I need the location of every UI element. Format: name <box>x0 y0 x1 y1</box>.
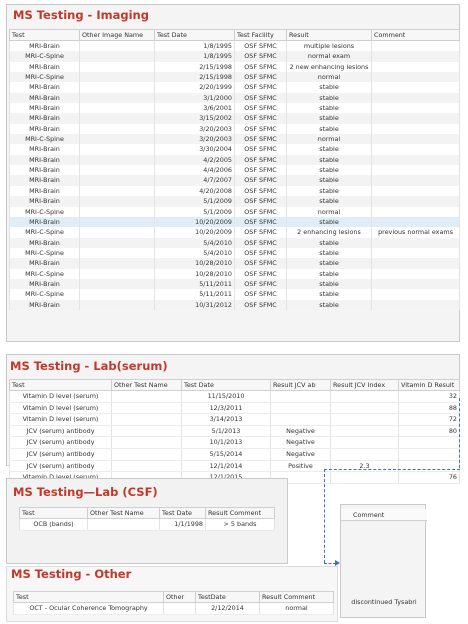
imaging-col-header[interactable]: Test <box>10 30 80 41</box>
imaging-cell: OSF SFMC <box>235 165 287 175</box>
imaging-cell <box>372 289 460 299</box>
other-cell: OCT - Ocular Coherence Tomography <box>14 603 164 615</box>
lab-serum-cell: 2.3 <box>331 460 399 472</box>
imaging-cell: MRI-C-Spine <box>10 289 80 299</box>
imaging-cell: MRI-Brain <box>10 113 80 123</box>
imaging-cell: OSF SFMC <box>235 124 287 134</box>
imaging-cell <box>80 124 155 134</box>
lab-serum-row[interactable] <box>10 402 460 414</box>
lab-csf-row[interactable] <box>20 519 275 531</box>
imaging-cell: 3/20/2003 <box>155 124 235 134</box>
lab-serum-col-header[interactable]: Test Date <box>182 380 271 391</box>
imaging-cell: MRI-Brain <box>10 62 80 72</box>
lab-serum-cell <box>331 448 399 460</box>
lab-serum-panel <box>6 354 460 482</box>
imaging-cell <box>372 279 460 289</box>
imaging-row[interactable] <box>10 248 460 258</box>
imaging-cell: stable <box>287 289 372 299</box>
imaging-cell <box>80 113 155 123</box>
imaging-row[interactable] <box>10 207 460 217</box>
imaging-cell: 2/20/1999 <box>155 82 235 92</box>
lab-serum-title: MS Testing - Lab(serum) <box>10 359 168 373</box>
imaging-cell <box>80 41 155 52</box>
imaging-cell: OSF SFMC <box>235 51 287 61</box>
imaging-cell: OSF SFMC <box>235 93 287 103</box>
lab-serum-cell: 5/1/2013 <box>182 425 271 437</box>
imaging-cell: 2/15/1998 <box>155 72 235 82</box>
imaging-header-row <box>10 30 460 41</box>
lab-serum-cell: 88 <box>399 402 460 414</box>
imaging-cell <box>372 155 460 165</box>
imaging-cell <box>372 134 460 144</box>
imaging-row[interactable] <box>10 300 460 310</box>
imaging-cell: 5/1/2009 <box>155 207 235 217</box>
imaging-cell: OSF SFMC <box>235 82 287 92</box>
imaging-cell: 1/8/1995 <box>155 51 235 61</box>
imaging-cell: 2/15/1998 <box>155 62 235 72</box>
other-col-header[interactable]: TestDate <box>196 592 260 603</box>
lab-csf-cell: OCB (bands) <box>20 519 88 531</box>
imaging-cell <box>80 72 155 82</box>
imaging-row[interactable] <box>10 217 460 227</box>
lab-serum-cell: JCV (serum) antibody <box>10 425 112 437</box>
imaging-cell: MRI-Brain <box>10 155 80 165</box>
lab-serum-cell <box>112 414 182 426</box>
imaging-cell: OSF SFMC <box>235 217 287 227</box>
imaging-cell <box>80 165 155 175</box>
lab-serum-cell <box>271 391 331 403</box>
imaging-table <box>9 29 460 310</box>
imaging-cell: OSF SFMC <box>235 248 287 258</box>
imaging-row[interactable] <box>10 113 460 123</box>
imaging-cell: 3/30/2004 <box>155 144 235 154</box>
imaging-cell <box>80 300 155 310</box>
imaging-cell: 5/4/2010 <box>155 248 235 258</box>
imaging-cell: stable <box>287 258 372 268</box>
lab-serum-cell: JCV (serum) antibody <box>10 448 112 460</box>
lab-serum-cell: Vitamin D level (serum) <box>10 402 112 414</box>
imaging-cell: MRI-C-Spine <box>10 134 80 144</box>
imaging-cell <box>372 269 460 279</box>
other-panel <box>6 566 338 622</box>
imaging-col-header[interactable]: Test Date <box>155 30 235 41</box>
imaging-cell <box>80 269 155 279</box>
imaging-cell: 1/8/1995 <box>155 41 235 52</box>
imaging-cell: OSF SFMC <box>235 113 287 123</box>
imaging-cell <box>80 227 155 237</box>
imaging-cell <box>80 279 155 289</box>
imaging-cell: MRI-C-Spine <box>10 269 80 279</box>
comment-popup-value: discontinued Tysabri <box>351 598 417 606</box>
other-col-header[interactable]: Other <box>164 592 196 603</box>
imaging-cell: previous normal exams <box>372 227 460 237</box>
imaging-cell: MRI-Brain <box>10 165 80 175</box>
imaging-row[interactable] <box>10 134 460 144</box>
imaging-cell: 3/1/2000 <box>155 93 235 103</box>
imaging-col-header[interactable]: Comment <box>372 30 460 41</box>
imaging-cell: MRI-Brain <box>10 279 80 289</box>
imaging-cell: OSF SFMC <box>235 289 287 299</box>
lab-serum-col-header[interactable]: Test <box>10 380 112 391</box>
other-title: MS Testing - Other <box>11 567 132 581</box>
imaging-cell <box>80 134 155 144</box>
imaging-cell: OSF SFMC <box>235 269 287 279</box>
imaging-cell: 10/28/2010 <box>155 269 235 279</box>
lab-csf-cell: > 5 bands <box>206 519 275 531</box>
lab-serum-cell <box>112 460 182 472</box>
lab-csf-panel <box>6 478 288 564</box>
lab-serum-cell: JCV (serum) antibody <box>10 437 112 449</box>
imaging-cell <box>372 51 460 61</box>
lab-csf-table-wrap <box>19 507 274 531</box>
lab-serum-row[interactable] <box>10 437 460 449</box>
imaging-cell: OSF SFMC <box>235 258 287 268</box>
imaging-cell: MRI-C-Spine <box>10 72 80 82</box>
imaging-cell: 2 new enhancing lesions <box>287 62 372 72</box>
imaging-cell <box>372 62 460 72</box>
imaging-cell: MRI-Brain <box>10 175 80 185</box>
imaging-cell: stable <box>287 248 372 258</box>
imaging-cell: OSF SFMC <box>235 227 287 237</box>
imaging-row[interactable] <box>10 124 460 134</box>
imaging-cell: MRI-C-Spine <box>10 227 80 237</box>
imaging-cell: 4/4/2006 <box>155 165 235 175</box>
other-col-header[interactable]: Result Comment <box>260 592 334 603</box>
lab-csf-col-header[interactable]: Other Test Name <box>88 508 160 519</box>
imaging-row[interactable] <box>10 93 460 103</box>
imaging-cell <box>372 186 460 196</box>
imaging-cell: MRI-Brain <box>10 124 80 134</box>
imaging-cell: 5/1/2009 <box>155 196 235 206</box>
imaging-cell: OSF SFMC <box>235 207 287 217</box>
lab-csf-cell: 1/1/1998 <box>160 519 206 531</box>
imaging-cell: stable <box>287 238 372 248</box>
lab-csf-title: MS Testing—Lab (CSF) <box>13 485 158 499</box>
imaging-cell: stable <box>287 186 372 196</box>
imaging-cell <box>80 103 155 113</box>
imaging-cell <box>372 144 460 154</box>
imaging-cell: stable <box>287 82 372 92</box>
imaging-cell: OSF SFMC <box>235 103 287 113</box>
imaging-row[interactable] <box>10 238 460 248</box>
imaging-row[interactable] <box>10 62 460 72</box>
imaging-title: MS Testing - Imaging <box>13 8 149 22</box>
lab-serum-cell <box>271 414 331 426</box>
imaging-cell: normal <box>287 72 372 82</box>
imaging-cell <box>372 175 460 185</box>
lab-csf-table <box>19 507 275 531</box>
imaging-cell <box>80 155 155 165</box>
imaging-cell <box>80 258 155 268</box>
lab-serum-cell: JCV (serum) antibody <box>10 460 112 472</box>
imaging-col-header[interactable]: Test Facility <box>235 30 287 41</box>
imaging-cell: stable <box>287 103 372 113</box>
imaging-panel <box>6 4 460 342</box>
imaging-cell <box>372 93 460 103</box>
imaging-cell: OSF SFMC <box>235 196 287 206</box>
imaging-cell <box>372 238 460 248</box>
other-cell: normal <box>260 603 334 615</box>
other-row[interactable] <box>14 603 334 615</box>
imaging-cell <box>80 207 155 217</box>
lab-serum-cell: Vitamin D level (serum) <box>10 391 112 403</box>
lab-csf-cell <box>88 519 160 531</box>
imaging-cell: MRI-C-Spine <box>10 248 80 258</box>
imaging-cell: MRI-Brain <box>10 258 80 268</box>
imaging-row[interactable] <box>10 186 460 196</box>
imaging-row[interactable] <box>10 155 460 165</box>
comment-popup-header: Comment <box>341 509 427 521</box>
imaging-cell <box>372 217 460 227</box>
connector-line-horizontal-top <box>324 469 460 470</box>
imaging-row[interactable] <box>10 279 460 289</box>
imaging-cell: 4/2/2005 <box>155 155 235 165</box>
imaging-cell <box>372 72 460 82</box>
lab-serum-cell <box>331 402 399 414</box>
imaging-cell: 5/11/2011 <box>155 289 235 299</box>
imaging-row[interactable] <box>10 196 460 206</box>
lab-serum-cell <box>331 391 399 403</box>
imaging-row[interactable] <box>10 269 460 279</box>
imaging-cell: normal <box>287 134 372 144</box>
lab-serum-cell: 32 <box>399 391 460 403</box>
imaging-row[interactable] <box>10 144 460 154</box>
imaging-cell <box>80 51 155 61</box>
lab-serum-cell <box>112 437 182 449</box>
imaging-cell: OSF SFMC <box>235 238 287 248</box>
lab-serum-cell <box>112 391 182 403</box>
imaging-cell: MRI-Brain <box>10 186 80 196</box>
imaging-cell <box>372 248 460 258</box>
imaging-row[interactable] <box>10 258 460 268</box>
lab-serum-row[interactable] <box>10 448 460 460</box>
lab-serum-cell: Negative <box>271 425 331 437</box>
imaging-cell: multiple lesions <box>287 41 372 52</box>
lab-serum-row[interactable] <box>10 391 460 403</box>
lab-serum-cell <box>331 472 399 484</box>
lab-csf-col-header[interactable]: Test <box>20 508 88 519</box>
lab-serum-cell <box>112 448 182 460</box>
imaging-cell <box>372 113 460 123</box>
imaging-cell: stable <box>287 175 372 185</box>
imaging-cell: stable <box>287 269 372 279</box>
imaging-row[interactable] <box>10 103 460 113</box>
imaging-cell: stable <box>287 196 372 206</box>
lab-serum-cell: 80 <box>399 425 460 437</box>
imaging-cell: MRI-Brain <box>10 93 80 103</box>
imaging-row[interactable] <box>10 51 460 61</box>
lab-serum-cell <box>331 414 399 426</box>
imaging-col-header[interactable]: Other Image Name <box>80 30 155 41</box>
imaging-row[interactable] <box>10 41 460 52</box>
imaging-cell: 10/28/2010 <box>155 258 235 268</box>
connector-line-vertical-right <box>459 398 460 468</box>
lab-serum-cell <box>271 402 331 414</box>
imaging-row[interactable] <box>10 165 460 175</box>
imaging-cell <box>372 196 460 206</box>
imaging-cell <box>372 207 460 217</box>
imaging-cell: 3/15/2002 <box>155 113 235 123</box>
imaging-cell <box>80 175 155 185</box>
lab-serum-cell: 3/14/2013 <box>182 414 271 426</box>
imaging-cell: MRI-Brain <box>10 238 80 248</box>
lab-serum-cell <box>331 425 399 437</box>
lab-serum-col-header[interactable]: Result JCV Index <box>331 380 399 391</box>
lab-serum-cell: Positive <box>271 460 331 472</box>
imaging-cell: stable <box>287 279 372 289</box>
other-col-header[interactable]: Test <box>14 592 164 603</box>
imaging-cell <box>372 165 460 175</box>
imaging-cell: MRI-Brain <box>10 103 80 113</box>
imaging-cell <box>80 196 155 206</box>
imaging-row[interactable] <box>10 72 460 82</box>
imaging-cell <box>372 300 460 310</box>
imaging-cell: OSF SFMC <box>235 144 287 154</box>
imaging-cell <box>80 217 155 227</box>
imaging-row[interactable] <box>10 289 460 299</box>
imaging-cell: 3/6/2001 <box>155 103 235 113</box>
imaging-cell: normal <box>287 207 372 217</box>
lab-serum-cell: Vitamin D level (serum) <box>10 414 112 426</box>
imaging-cell: stable <box>287 93 372 103</box>
lab-serum-cell <box>112 425 182 437</box>
imaging-cell: 5/11/2011 <box>155 279 235 289</box>
lab-serum-cell: Negative <box>271 437 331 449</box>
imaging-cell <box>372 82 460 92</box>
imaging-cell: 2 enhancing lesions <box>287 227 372 237</box>
imaging-cell <box>372 258 460 268</box>
lab-serum-cell: 76 <box>399 472 460 484</box>
imaging-cell <box>80 144 155 154</box>
imaging-cell <box>80 93 155 103</box>
other-table <box>13 591 334 615</box>
imaging-cell: MRI-C-Spine <box>10 207 80 217</box>
imaging-row[interactable] <box>10 227 460 237</box>
imaging-cell: 10/31/2012 <box>155 300 235 310</box>
lab-serum-cell <box>331 437 399 449</box>
imaging-cell: OSF SFMC <box>235 62 287 72</box>
imaging-cell: OSF SFMC <box>235 72 287 82</box>
imaging-cell: 10/20/2009 <box>155 217 235 227</box>
imaging-cell: stable <box>287 144 372 154</box>
imaging-cell: OSF SFMC <box>235 279 287 289</box>
lab-serum-cell: 12/1/2014 <box>182 460 271 472</box>
imaging-cell: MRI-Brain <box>10 144 80 154</box>
imaging-cell: 4/7/2007 <box>155 175 235 185</box>
other-header-row <box>14 592 334 603</box>
imaging-cell: OSF SFMC <box>235 155 287 165</box>
imaging-table-wrap <box>9 29 459 310</box>
lab-serum-header-row <box>10 380 460 391</box>
imaging-row[interactable] <box>10 82 460 92</box>
imaging-cell <box>372 103 460 113</box>
lab-serum-cell: 10/1/2013 <box>182 437 271 449</box>
imaging-cell <box>372 41 460 52</box>
lab-serum-col-header[interactable]: Result JCV ab <box>271 380 331 391</box>
imaging-cell <box>80 186 155 196</box>
imaging-cell <box>80 82 155 92</box>
imaging-cell: stable <box>287 165 372 175</box>
lab-serum-cell <box>399 437 460 449</box>
lab-csf-col-header[interactable]: Result Comment <box>206 508 275 519</box>
imaging-cell: stable <box>287 217 372 227</box>
lab-csf-header-row <box>20 508 275 519</box>
other-cell: 2/12/2014 <box>196 603 260 615</box>
imaging-cell: MRI-C-Spine <box>10 51 80 61</box>
imaging-cell: MRI-Brain <box>10 196 80 206</box>
imaging-cell: 4/20/2008 <box>155 186 235 196</box>
imaging-cell <box>80 238 155 248</box>
imaging-cell: OSF SFMC <box>235 186 287 196</box>
connector-line-vertical-left <box>324 469 325 563</box>
imaging-cell <box>80 62 155 72</box>
comment-popup <box>340 504 426 618</box>
other-cell <box>164 603 196 615</box>
imaging-cell: 10/20/2009 <box>155 227 235 237</box>
imaging-cell: normal exam <box>287 51 372 61</box>
imaging-cell: MRI-Brain <box>10 300 80 310</box>
imaging-cell: stable <box>287 300 372 310</box>
other-table-wrap <box>13 591 333 615</box>
imaging-cell: 3/20/2003 <box>155 134 235 144</box>
imaging-row[interactable] <box>10 175 460 185</box>
lab-serum-cell <box>399 448 460 460</box>
imaging-cell: OSF SFMC <box>235 300 287 310</box>
connector-arrow-icon <box>335 560 340 566</box>
imaging-cell: stable <box>287 155 372 165</box>
imaging-cell <box>80 248 155 258</box>
lab-serum-row[interactable] <box>10 414 460 426</box>
lab-serum-cell: 11/15/2010 <box>182 391 271 403</box>
imaging-cell: OSF SFMC <box>235 175 287 185</box>
lab-serum-cell: 5/15/2014 <box>182 448 271 460</box>
imaging-cell: stable <box>287 113 372 123</box>
imaging-cell <box>80 289 155 299</box>
lab-serum-cell: 72 <box>399 414 460 426</box>
imaging-cell: OSF SFMC <box>235 134 287 144</box>
imaging-cell: MRI-Brain <box>10 217 80 227</box>
lab-serum-cell: 12/3/2011 <box>182 402 271 414</box>
lab-serum-col-header[interactable]: Other Test Name <box>112 380 182 391</box>
imaging-cell: 5/4/2010 <box>155 238 235 248</box>
imaging-col-header[interactable]: Result <box>287 30 372 41</box>
lab-serum-cell <box>112 402 182 414</box>
lab-serum-cell: Negative <box>271 448 331 460</box>
lab-csf-col-header[interactable]: Test Date <box>160 508 206 519</box>
imaging-cell: MRI-Brain <box>10 41 80 52</box>
imaging-cell <box>372 124 460 134</box>
lab-serum-row[interactable] <box>10 425 460 437</box>
imaging-cell: MRI-Brain <box>10 82 80 92</box>
imaging-cell: OSF SFMC <box>235 41 287 52</box>
lab-serum-col-header[interactable]: Vitamin D Result <box>399 380 460 391</box>
imaging-cell: stable <box>287 124 372 134</box>
